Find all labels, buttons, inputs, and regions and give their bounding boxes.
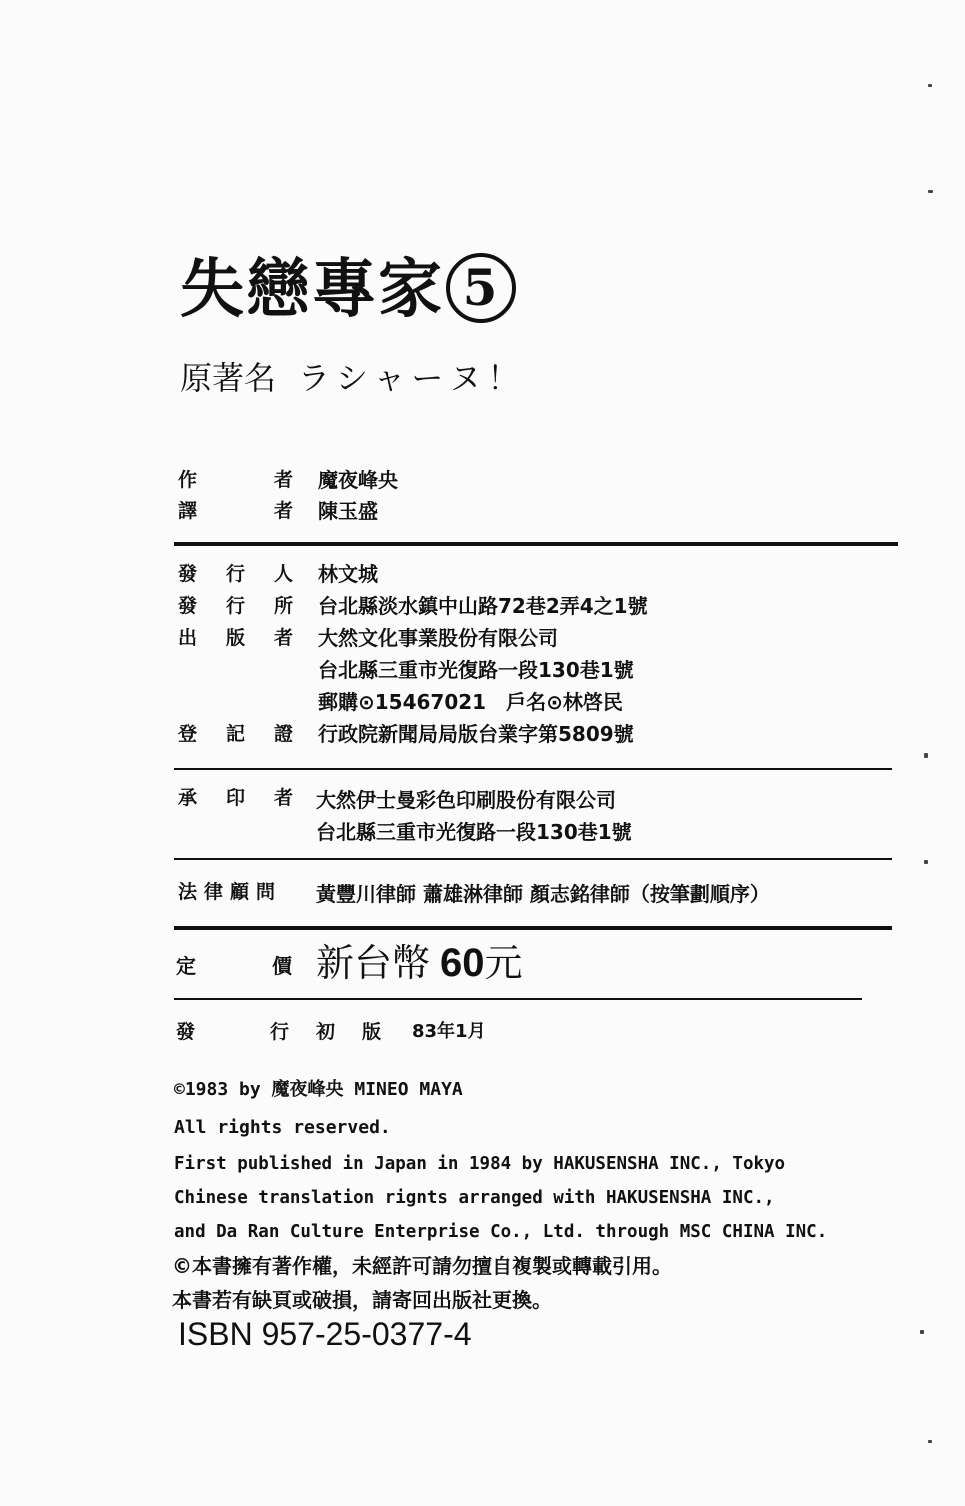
label-char: 版 [362, 1021, 382, 1043]
price-value [316, 938, 523, 988]
publisher-label [178, 560, 293, 588]
legal-counsel-value: 黃豐川律師 蕭雄淋律師 顏志銘律師（按筆劃順序） [316, 882, 770, 906]
original-title-label: 原著名 [180, 359, 277, 397]
price-currency: 新台幣 [316, 941, 431, 985]
label-char: 記 [226, 723, 246, 745]
label-char: 發 [178, 595, 198, 617]
book-title-text: 失戀專家 [180, 253, 444, 327]
publishing-office-label [178, 592, 293, 620]
credit-translator-value: 陳玉盛 [318, 499, 378, 523]
mail-order-info: 郵購⊙15467021 戶名⊙林啓民 [318, 690, 623, 714]
scan-speck [924, 753, 928, 758]
label-char: 登 [178, 723, 198, 745]
divider [174, 858, 892, 860]
label-char: 版 [226, 627, 246, 649]
label-char: 所 [274, 595, 294, 617]
label-char: 發 [178, 563, 198, 585]
edition-label [176, 1018, 381, 1046]
label-char: 律 [204, 881, 224, 903]
copyright-line-2: All rights reserved. [174, 1117, 391, 1138]
publishing-office-value: 台北縣淡水鎮中山路72巷2弄4之1號 [318, 594, 648, 618]
label-char: 人 [274, 563, 294, 585]
divider-thick [174, 926, 892, 930]
scan-speck [928, 84, 932, 87]
label-char: 行 [226, 595, 246, 617]
scan-speck [928, 190, 933, 193]
publishing-company-value: 大然文化事業股份有限公司 [318, 626, 558, 650]
label-char: 出 [178, 627, 198, 649]
price-label [176, 950, 292, 979]
label-char: 者 [274, 500, 294, 522]
label-char: 行 [226, 563, 246, 585]
label-char: 作 [178, 469, 198, 491]
isbn: ISBN 957-25-0377-4 [178, 1316, 472, 1352]
copyright-line-3: First published in Japan in 1984 by HAKUSENSHA INC., Tokyo [174, 1154, 786, 1174]
publisher-value: 林文城 [318, 562, 378, 586]
label-char: 問 [256, 881, 276, 903]
legal-counsel-label [178, 878, 275, 906]
label-char: 承 [178, 787, 198, 809]
copyright-line-4: Chinese translation rignts arranged with HAKUSENSHA INC., [174, 1188, 775, 1208]
printer-address: 台北縣三重市光復路一段130巷1號 [316, 820, 632, 844]
label-char: 印 [226, 787, 246, 809]
label-char: 行 [270, 1021, 290, 1043]
label-char: 發 [176, 1021, 196, 1043]
price-amount: 60 [440, 941, 485, 985]
divider [174, 768, 892, 770]
copyright-notice: ©本書擁有著作權，未經許可請勿擅自複製或轉載引用。 [172, 1254, 672, 1278]
label-char: 者 [274, 787, 294, 809]
credit-translator-label [178, 497, 293, 525]
copyright-line-5: and Da Ran Culture Enterprise Co., Ltd. through MSC CHINA INC. [174, 1222, 828, 1242]
volume-number-badge: 5 [446, 253, 516, 323]
original-title-value: ラシャーヌ！ [298, 359, 526, 397]
book-title [180, 252, 516, 328]
label-char: 者 [274, 627, 294, 649]
publishing-company-address: 台北縣三重市光復路一段130巷1號 [318, 658, 634, 682]
original-title [180, 356, 525, 400]
divider [174, 998, 862, 1000]
label-char: 定 [176, 954, 196, 978]
label-char: 價 [272, 954, 292, 978]
price-unit: 元 [484, 941, 523, 985]
label-char: 法 [178, 881, 198, 903]
scan-speck [924, 860, 928, 864]
registration-value: 行政院新聞局局版台業字第5809號 [318, 722, 634, 746]
scan-speck [920, 1330, 924, 1334]
label-char: 譯 [178, 500, 198, 522]
publishing-company-label [178, 624, 293, 652]
label-char: 者 [274, 469, 294, 491]
credit-author-label [178, 466, 293, 494]
label-char: 證 [274, 723, 294, 745]
copyright-line-1: ©1983 by 魔夜峰央 MINEO MAYA [174, 1079, 463, 1100]
credit-author-value: 魔夜峰央 [318, 468, 398, 492]
label-char: 顧 [230, 881, 250, 903]
printer-label [178, 784, 293, 812]
divider-thick [174, 542, 898, 546]
printer-value: 大然伊士曼彩色印刷股份有限公司 [316, 788, 616, 812]
scan-speck [928, 1440, 932, 1443]
registration-label [178, 720, 293, 748]
replacement-notice: 本書若有缺頁或破損，請寄回出版社更換。 [172, 1288, 552, 1312]
label-char: 初 [316, 1021, 336, 1043]
edition-value: 83年1月 [412, 1021, 486, 1042]
